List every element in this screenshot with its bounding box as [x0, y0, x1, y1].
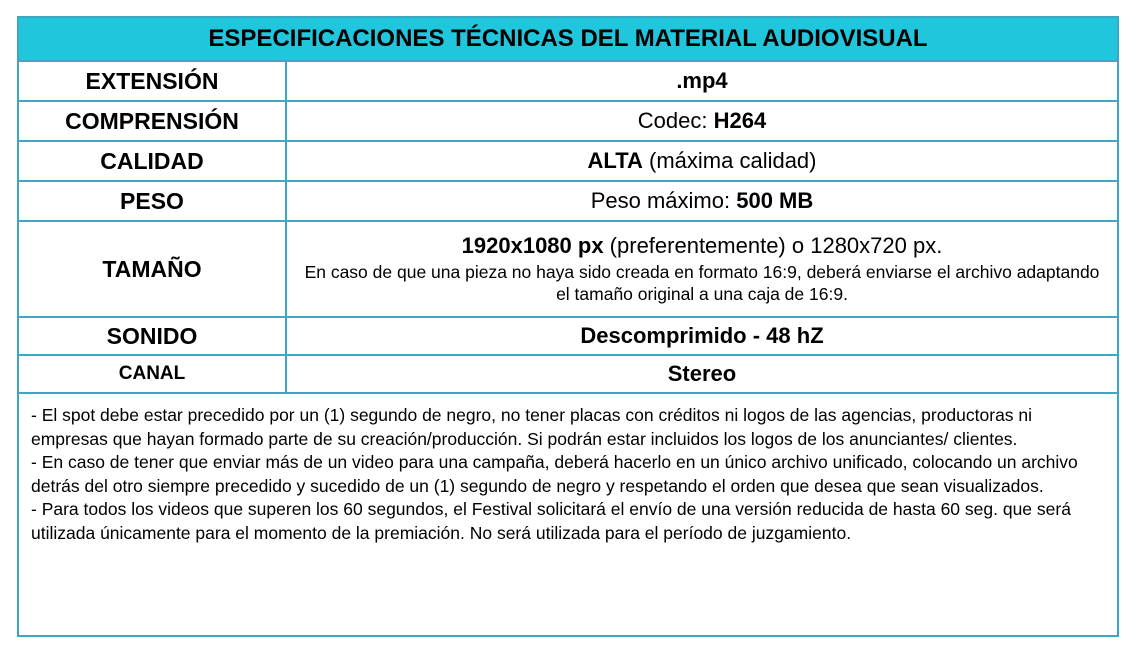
- row-label: PESO: [19, 182, 287, 220]
- value-suffix: (máxima calidad): [642, 148, 817, 173]
- row-value: [287, 62, 1117, 100]
- row-label: COMPRENSIÓN: [19, 102, 287, 140]
- value-bold: ALTA: [587, 148, 643, 173]
- row-compression: [19, 102, 1117, 142]
- size-note: En caso de que una pieza no haya sido creada en formato 16:9, deberá enviarse el archivo adaptando el tamaño original a una caja de 16:9.: [304, 262, 1100, 304]
- row-sound: [19, 318, 1117, 356]
- value-bold: Descomprimido - 48 hZ: [580, 323, 824, 348]
- notes-section: [31, 404, 1101, 545]
- table-title: ESPECIFICACIONES TÉCNICAS DEL MATERIAL AUDIOVISUAL: [19, 18, 1117, 62]
- row-value: [287, 142, 1117, 180]
- row-value: [287, 356, 1117, 392]
- row-value: [287, 182, 1117, 220]
- row-value: [287, 318, 1117, 354]
- row-label: EXTENSIÓN: [19, 62, 287, 100]
- row-label: CALIDAD: [19, 142, 287, 180]
- row-channel: [19, 356, 1117, 394]
- value-bold: 1920x1080 px: [461, 233, 604, 258]
- row-size: [19, 222, 1117, 318]
- row-label: TAMAÑO: [19, 222, 287, 316]
- value-bold: Stereo: [667, 361, 737, 386]
- note-paragraph: - Para todos los videos que superen los 60 segundos, el Festival solicitará el envío de una versión reducida de hasta 60 seg. que será utilizada únicamente para el momento de la premiación. No será utilizada para el período de juzgamiento.: [31, 499, 1071, 543]
- row-label: SONIDO: [19, 318, 287, 354]
- row-weight: [19, 182, 1117, 222]
- note-paragraph: - El spot debe estar precedido por un (1) segundo de negro, no tener placas con créditos ni logos de las agencias, productoras ni empresas que hayan formado parte de su creación/producción. Si podrán estar incluidos los logos de los anunciantes/ clientes.: [31, 405, 1033, 449]
- row-extension: [19, 62, 1117, 102]
- value-bold: .mp4: [676, 68, 728, 93]
- value-prefix: Codec:: [637, 108, 714, 133]
- note-paragraph: - En caso de tener que enviar más de un video para una campaña, deberá hacerlo en un único archivo unificado, colocando un archivo detrás del otro siempre precedido y sucedido de un (1) segundo de negro y respetando el orden que desea que sean visualizados.: [31, 452, 1078, 496]
- value-suffix: (preferentemente) o 1280x720 px.: [603, 233, 943, 258]
- value-prefix: Peso máximo:: [590, 188, 737, 213]
- row-label: CANAL: [19, 356, 287, 392]
- row-quality: [19, 142, 1117, 182]
- specs-table: [17, 16, 1119, 637]
- row-value: [287, 222, 1117, 316]
- row-value: [287, 102, 1117, 140]
- value-bold: H264: [713, 108, 767, 133]
- value-bold: 500 MB: [736, 188, 814, 213]
